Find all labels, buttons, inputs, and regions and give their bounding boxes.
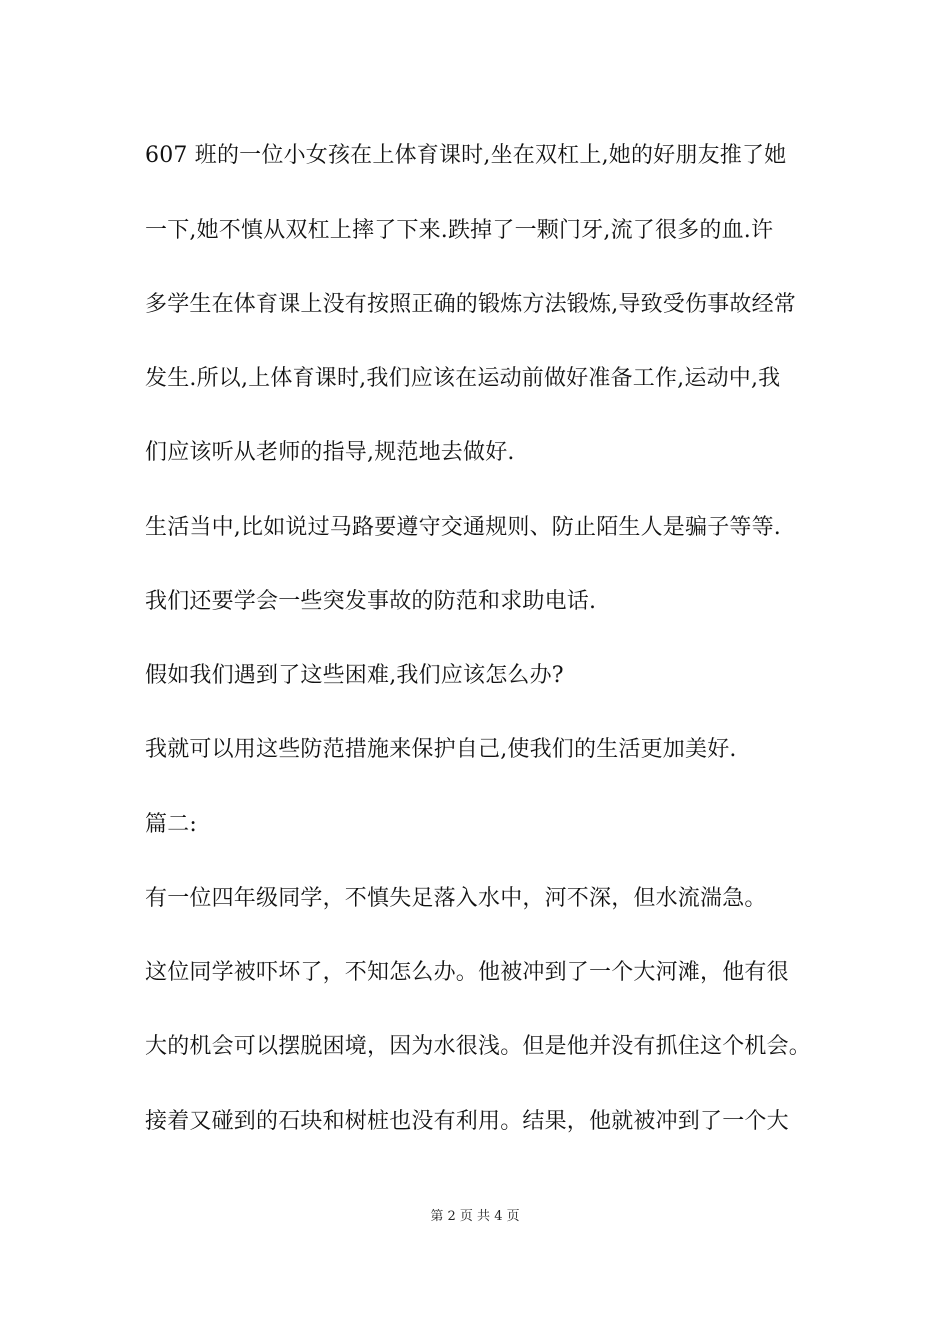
text-line-7: 我们还要学会一些突发事故的防范和求助电话. [145,589,597,614]
text-line-13: 大的机会可以摆脱困境，因为水很浅。但是他并没有抓住这个机会。 [145,1034,812,1059]
text-line-6: 生活当中,比如说过马路要遵守交通规则、防止陌生人是骗子等等. [145,515,781,540]
text-line-4: 发生.所以,上体育课时,我们应该在运动前做好准备工作,运动中,我 [145,366,781,391]
text-line-3: 多学生在体育课上没有按照正确的锻炼方法锻炼,导致受伤事故经常 [145,292,796,317]
page-number-footer: 第 2 页 共 4 页 [430,1209,520,1224]
text-line-2: 一下,她不慎从双杠上摔了下来.跌掉了一颗门牙,流了很多的血.许 [145,218,774,243]
text-line-11: 有一位四年级同学，不慎失足落入水中，河不深，但水流湍急。 [145,886,767,911]
text-line-14: 接着又碰到的石块和树桩也没有利用。结果，他就被冲到了一个大 [145,1109,789,1134]
text-line-8: 假如我们遇到了这些困难,我们应该怎么办? [145,663,564,688]
text-line-12: 这位同学被吓坏了，不知怎么办。他被冲到了一个大河滩，他有很 [145,960,789,985]
text-line-5: 们应该听从老师的指导,规范地去做好. [145,440,515,465]
text-line-1: 607 班的一位小女孩在上体育课时,坐在双杠上,她的好朋友推了她 [145,143,787,168]
section-heading: 篇二: [145,812,198,837]
text-line-9: 我就可以用这些防范措施来保护自己,使我们的生活更加美好. [145,737,737,762]
